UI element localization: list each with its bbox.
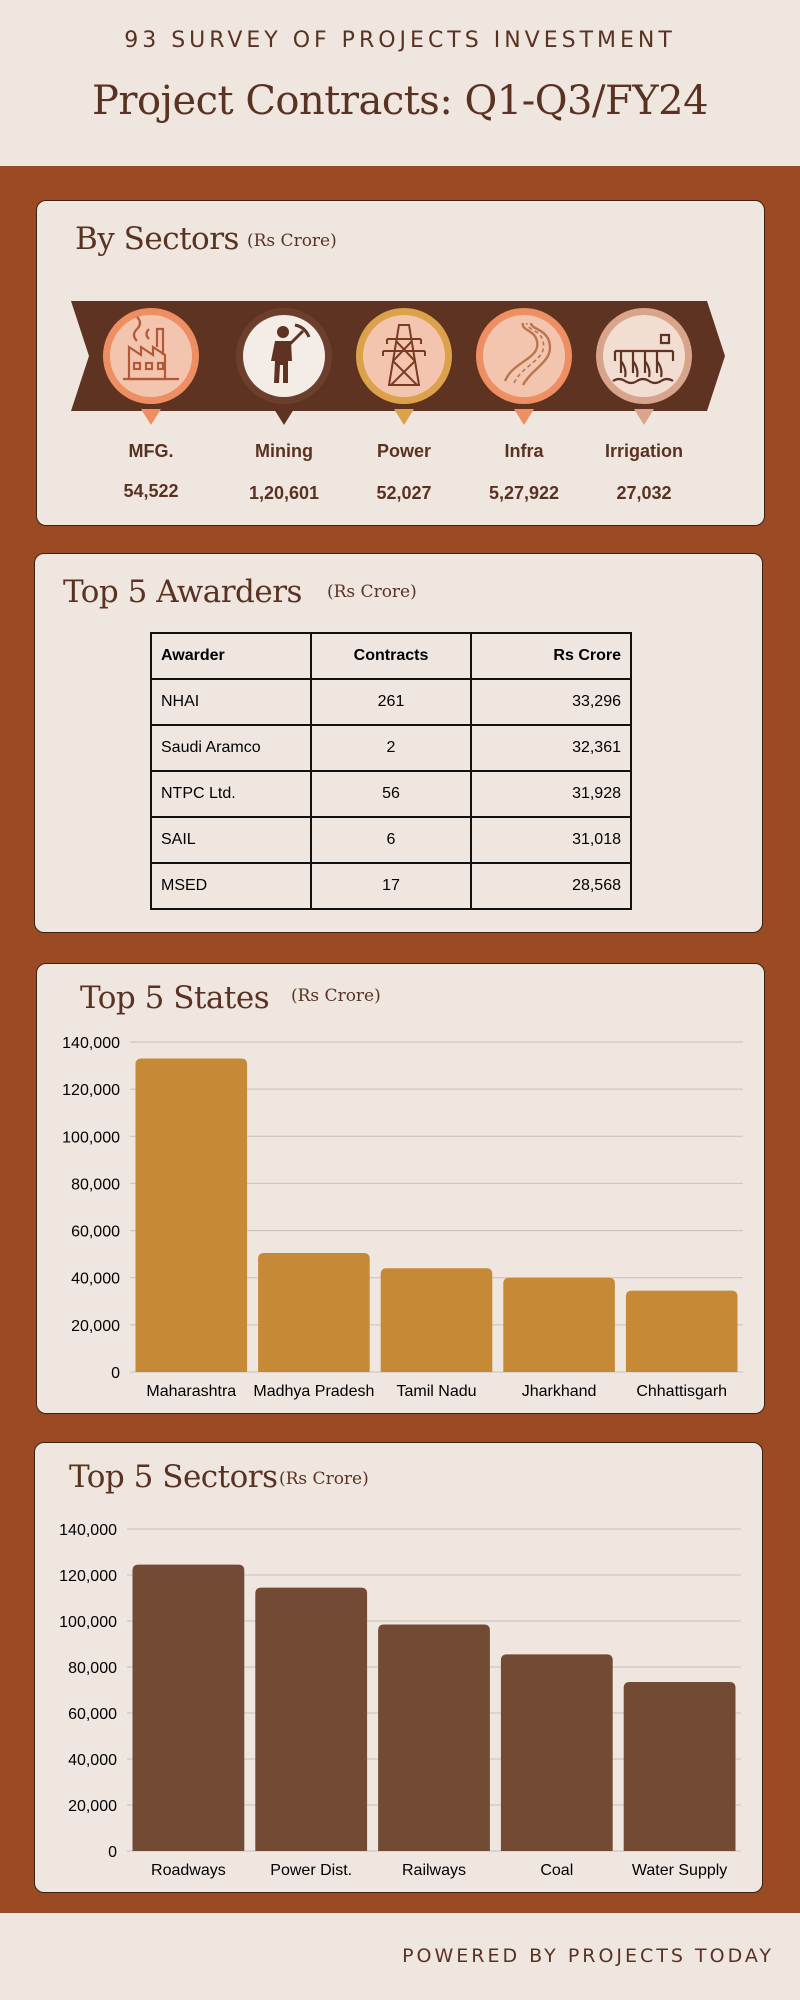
top-sectors-title: Top 5 Sectors	[69, 1459, 278, 1495]
cell-contracts: 17	[311, 863, 471, 909]
bar-roadways	[133, 1565, 245, 1851]
table-row	[151, 771, 631, 817]
bar-maharashtra	[136, 1059, 248, 1373]
states-card	[36, 963, 765, 1414]
table-row	[151, 817, 631, 863]
bar-power-dist-	[255, 1588, 367, 1851]
sector-label-power: Power	[376, 441, 432, 461]
y-tick-label: 0	[108, 1844, 117, 1861]
y-tick-label: 140,000	[59, 1522, 117, 1539]
y-tick-label: 60,000	[68, 1706, 117, 1723]
bar-water-supply	[624, 1682, 736, 1851]
cell-contracts: 56	[311, 771, 471, 817]
sector-label-mining: Mining	[255, 441, 313, 461]
sector-value-mfg: 54,522	[123, 481, 179, 501]
x-tick-label: Maharashtra	[146, 1383, 237, 1400]
table-row	[151, 725, 631, 771]
y-tick-label: 120,000	[62, 1082, 120, 1100]
y-tick-label: 0	[111, 1365, 120, 1382]
footer-credit: POWERED BY PROJECTS TODAY	[402, 1945, 774, 1967]
sector-value-infra: 5,27,922	[488, 483, 560, 503]
x-tick-label: Madhya Pradesh	[253, 1383, 375, 1400]
y-tick-label: 40,000	[68, 1752, 117, 1769]
y-tick-label: 140,000	[62, 1035, 120, 1052]
table-row	[151, 863, 631, 909]
sector-ribbon	[37, 201, 766, 527]
sector-value-mining: 1,20,601	[248, 483, 320, 503]
sectors-card	[36, 200, 765, 526]
y-tick-label: 40,000	[71, 1270, 120, 1288]
footer	[0, 1913, 800, 2000]
bar-coal	[501, 1654, 613, 1851]
cell-contracts: 6	[311, 817, 471, 863]
cell-awarder: MSED	[151, 863, 311, 909]
cell-rs-crore: 28,568	[471, 863, 631, 909]
awarders-card	[34, 553, 763, 933]
awarders-unit: (Rs Crore)	[327, 582, 417, 602]
x-tick-label: Railways	[401, 1862, 467, 1879]
sectors-title: By Sectors	[75, 221, 239, 257]
x-tick-label: Roadways	[151, 1862, 226, 1879]
top-sectors-card	[34, 1442, 763, 1893]
col-header-awarder: Awarder	[151, 633, 311, 679]
y-tick-label: 120,000	[59, 1568, 117, 1585]
bar-madhya-pradesh	[258, 1253, 370, 1372]
cell-rs-crore: 33,296	[471, 679, 631, 725]
y-tick-label: 20,000	[71, 1317, 120, 1335]
y-tick-label: 80,000	[68, 1660, 117, 1677]
x-tick-label: Power Dist.	[270, 1862, 353, 1879]
top-sectors-unit: (Rs Crore)	[279, 1469, 369, 1489]
y-tick-label: 100,000	[59, 1614, 117, 1631]
cell-rs-crore: 32,361	[471, 725, 631, 771]
x-tick-label: Jharkhand	[521, 1383, 597, 1400]
awarders-table	[150, 632, 632, 910]
col-header-contracts: Contracts	[311, 633, 471, 679]
page-title: Project Contracts: Q1-Q3/FY24	[91, 78, 709, 124]
y-tick-label: 20,000	[68, 1798, 117, 1815]
col-header-rs-crore: Rs Crore	[471, 633, 631, 679]
y-tick-label: 80,000	[71, 1176, 120, 1194]
header	[0, 0, 800, 166]
y-tick-label: 100,000	[62, 1129, 120, 1147]
y-tick-label: 60,000	[71, 1223, 120, 1241]
bar-jharkhand	[503, 1278, 615, 1372]
states-unit: (Rs Crore)	[291, 986, 381, 1006]
cell-awarder: NHAI	[151, 679, 311, 725]
bar-railways	[378, 1624, 490, 1851]
x-tick-label: Coal	[540, 1862, 574, 1879]
sector-label-irrigation: Irrigation	[604, 441, 683, 461]
awarders-title: Top 5 Awarders	[63, 574, 302, 610]
sector-value-power: 52,027	[376, 483, 432, 503]
x-tick-label: Tamil Nadu	[396, 1383, 477, 1400]
sector-label-mfg: MFG.	[128, 441, 174, 461]
table-row	[151, 679, 631, 725]
x-tick-label: Water Supply	[631, 1862, 728, 1879]
cell-contracts: 2	[311, 725, 471, 771]
cell-awarder: SAIL	[151, 817, 311, 863]
states-bar-chart	[37, 964, 766, 1415]
table-header-row	[151, 633, 631, 679]
bar-tamil-nadu	[381, 1268, 493, 1372]
sectors-unit: (Rs Crore)	[247, 231, 337, 251]
states-title: Top 5 States	[80, 980, 270, 1016]
cell-awarder: NTPC Ltd.	[151, 771, 311, 817]
cell-contracts: 261	[311, 679, 471, 725]
sector-label-infra: Infra	[504, 441, 544, 461]
cell-rs-crore: 31,018	[471, 817, 631, 863]
sector-value-irrigation: 27,032	[616, 483, 672, 503]
bar-chhattisgarh	[626, 1291, 738, 1372]
sectors-bar-chart	[35, 1443, 764, 1894]
cell-awarder: Saudi Aramco	[151, 725, 311, 771]
x-tick-label: Chhattisgarh	[636, 1383, 728, 1400]
supertitle: 93 SURVEY OF PROJECTS INVESTMENT	[124, 28, 676, 53]
cell-rs-crore: 31,928	[471, 771, 631, 817]
